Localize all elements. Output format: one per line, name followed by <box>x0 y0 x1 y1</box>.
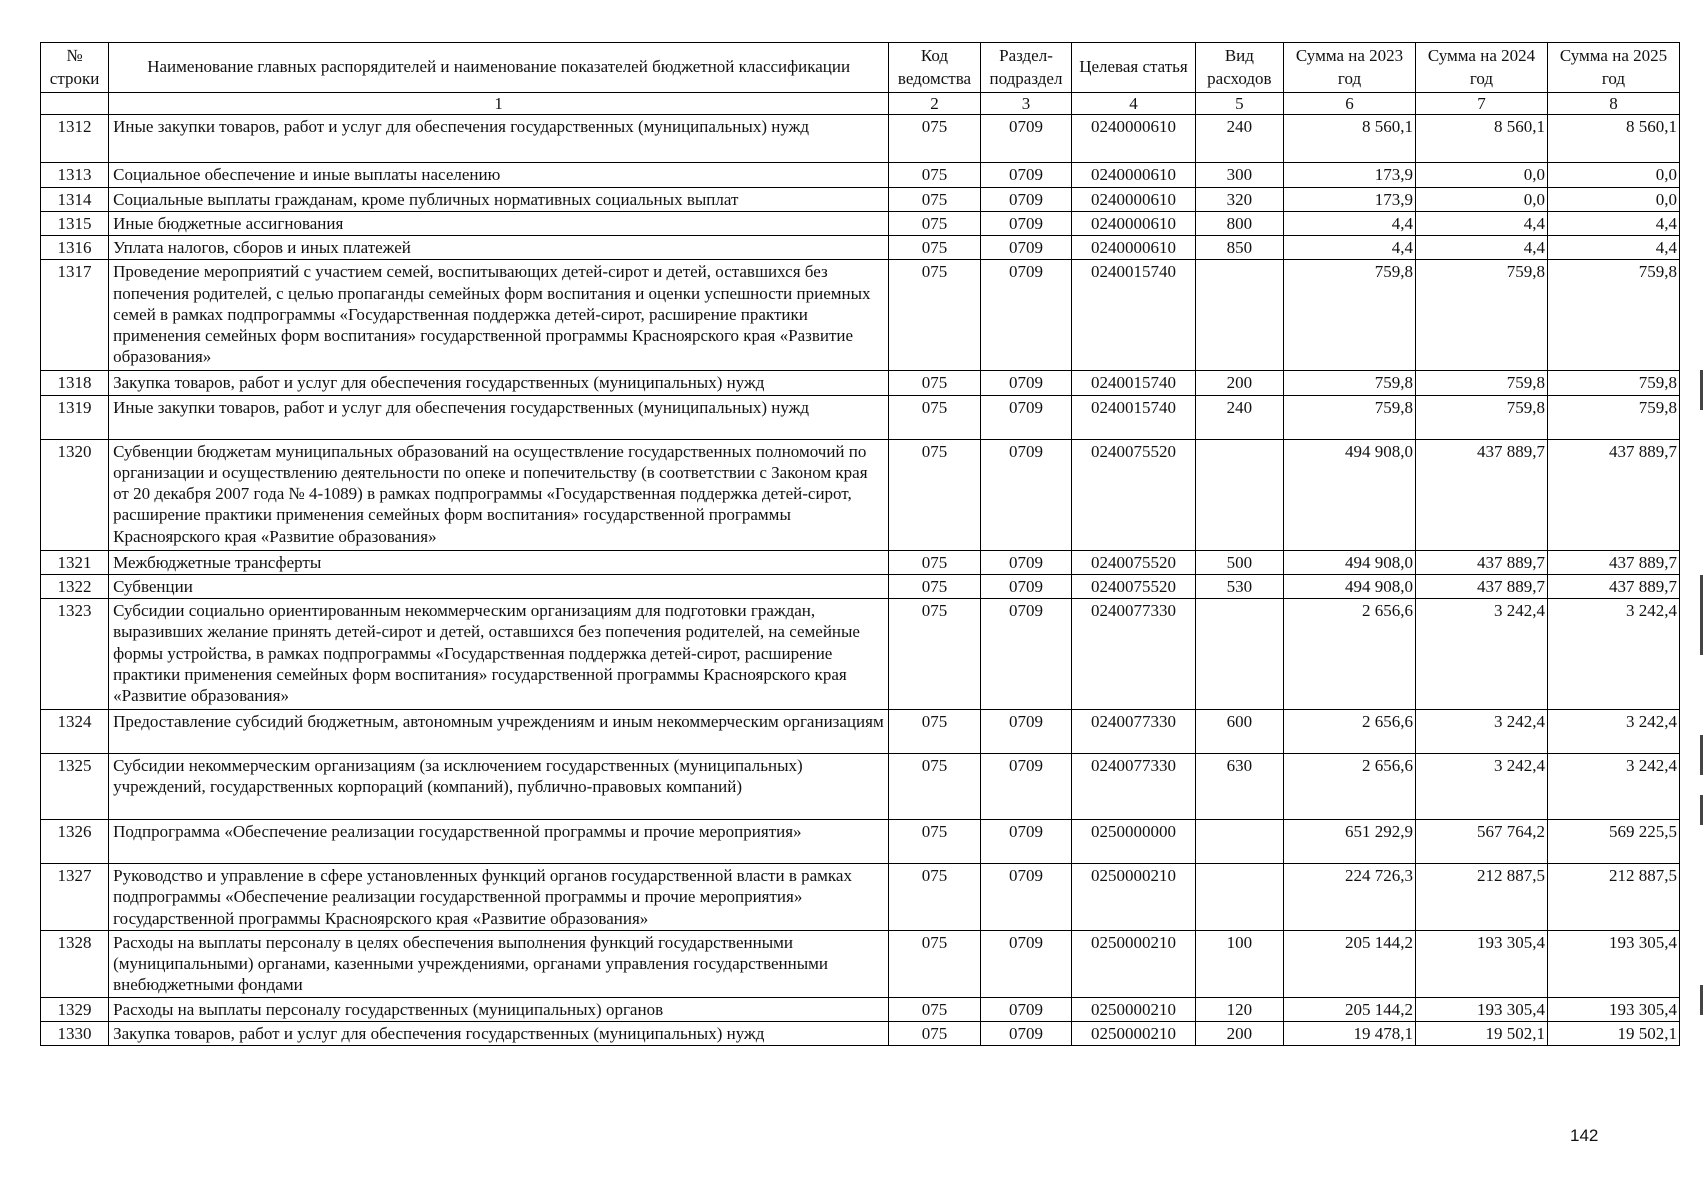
row-name: Руководство и управление в сфере установленных функций органов государственной власти в рамках подпрограммы «Обеспечение реализации государственной программы и прочие мероприятия» государственной программы Красноярского края «Развитие образования» <box>109 864 889 931</box>
row-name: Субвенции <box>109 574 889 598</box>
section-code: 0709 <box>980 395 1072 439</box>
sum-2023: 759,8 <box>1284 260 1416 371</box>
department-code: 075 <box>889 187 981 211</box>
sum-2025: 0,0 <box>1547 163 1679 187</box>
row-name: Иные бюджетные ассигнования <box>109 211 889 235</box>
target-article: 0250000210 <box>1072 864 1195 931</box>
expense-type: 850 <box>1195 236 1283 260</box>
column-number: 3 <box>980 93 1072 115</box>
row-name: Подпрограмма «Обеспечение реализации государственной программы и прочие мероприятия» <box>109 820 889 864</box>
sum-2023: 651 292,9 <box>1284 820 1416 864</box>
sum-2025: 759,8 <box>1547 371 1679 395</box>
expense-type <box>1195 864 1283 931</box>
header-department-code: Код ведомства <box>889 43 981 93</box>
target-article: 0240077330 <box>1072 599 1195 710</box>
row-name: Предоставление субсидий бюджетным, автономным учреждениям и иным некоммерческим организациям <box>109 710 889 754</box>
expense-type: 320 <box>1195 187 1283 211</box>
expense-type: 500 <box>1195 550 1283 574</box>
section-code: 0709 <box>980 599 1072 710</box>
table-row <box>41 395 1680 439</box>
row-number: 1328 <box>41 930 109 997</box>
sum-2023: 19 478,1 <box>1284 1021 1416 1045</box>
row-number: 1325 <box>41 754 109 820</box>
target-article: 0250000210 <box>1072 930 1195 997</box>
scan-edge-mark <box>1700 985 1703 1015</box>
sum-2024: 759,8 <box>1416 371 1548 395</box>
row-number: 1320 <box>41 439 109 550</box>
expense-type <box>1195 260 1283 371</box>
row-name: Иные закупки товаров, работ и услуг для обеспечения государственных (муниципальных) нужд <box>109 115 889 163</box>
row-number: 1317 <box>41 260 109 371</box>
section-code: 0709 <box>980 260 1072 371</box>
table-row <box>41 260 1680 371</box>
department-code: 075 <box>889 550 981 574</box>
sum-2024: 0,0 <box>1416 163 1548 187</box>
column-number: 4 <box>1072 93 1195 115</box>
target-article: 0240075520 <box>1072 550 1195 574</box>
expense-type: 240 <box>1195 115 1283 163</box>
section-code: 0709 <box>980 864 1072 931</box>
sum-2025: 437 889,7 <box>1547 439 1679 550</box>
target-article: 0240000610 <box>1072 211 1195 235</box>
expense-type <box>1195 439 1283 550</box>
sum-2025: 437 889,7 <box>1547 550 1679 574</box>
row-number: 1318 <box>41 371 109 395</box>
table-row <box>41 574 1680 598</box>
row-name: Субвенции бюджетам муниципальных образований на осуществление государственных полномочий по организации и осуществлению деятельности по опеке и попечительству (в соответствии с Законом края от 20 декабря 2007 года № 4-1089) в рамках подпрограммы «Государственная поддержка детей-сирот, расширение практики применения семейных форм воспитания» государственной программы Красноярского края «Развитие образования» <box>109 439 889 550</box>
row-name: Иные закупки товаров, работ и услуг для обеспечения государственных (муниципальных) нужд <box>109 395 889 439</box>
expense-type: 600 <box>1195 710 1283 754</box>
budget-table <box>40 42 1680 1046</box>
sum-2023: 205 144,2 <box>1284 997 1416 1021</box>
target-article: 0240077330 <box>1072 754 1195 820</box>
column-number: 6 <box>1284 93 1416 115</box>
department-code: 075 <box>889 1021 981 1045</box>
row-name: Расходы на выплаты персоналу государственных (муниципальных) органов <box>109 997 889 1021</box>
section-code: 0709 <box>980 187 1072 211</box>
sum-2024: 4,4 <box>1416 236 1548 260</box>
sum-2025: 759,8 <box>1547 260 1679 371</box>
department-code: 075 <box>889 115 981 163</box>
row-name: Закупка товаров, работ и услуг для обеспечения государственных (муниципальных) нужд <box>109 371 889 395</box>
department-code: 075 <box>889 260 981 371</box>
header-section: Раздел-подраздел <box>980 43 1072 93</box>
target-article: 0240000610 <box>1072 115 1195 163</box>
sum-2023: 494 908,0 <box>1284 574 1416 598</box>
table-row <box>41 211 1680 235</box>
department-code: 075 <box>889 371 981 395</box>
sum-2023: 2 656,6 <box>1284 599 1416 710</box>
section-code: 0709 <box>980 754 1072 820</box>
header-target-article: Целевая статья <box>1072 43 1195 93</box>
sum-2024: 3 242,4 <box>1416 710 1548 754</box>
expense-type: 100 <box>1195 930 1283 997</box>
row-number: 1322 <box>41 574 109 598</box>
sum-2025: 437 889,7 <box>1547 574 1679 598</box>
sum-2023: 494 908,0 <box>1284 439 1416 550</box>
sum-2023: 173,9 <box>1284 187 1416 211</box>
sum-2024: 19 502,1 <box>1416 1021 1548 1045</box>
row-name: Субсидии некоммерческим организациям (за исключением государственных (муниципальных) учреждений, государственных корпораций (компаний), публично-правовых компаний) <box>109 754 889 820</box>
table-row <box>41 930 1680 997</box>
section-code: 0709 <box>980 439 1072 550</box>
target-article: 0240075520 <box>1072 439 1195 550</box>
table-row <box>41 115 1680 163</box>
sum-2024: 759,8 <box>1416 260 1548 371</box>
row-number: 1327 <box>41 864 109 931</box>
expense-type: 120 <box>1195 997 1283 1021</box>
sum-2024: 193 305,4 <box>1416 930 1548 997</box>
sum-2023: 494 908,0 <box>1284 550 1416 574</box>
sum-2025: 212 887,5 <box>1547 864 1679 931</box>
section-code: 0709 <box>980 997 1072 1021</box>
department-code: 075 <box>889 599 981 710</box>
column-number: 7 <box>1416 93 1548 115</box>
sum-2025: 19 502,1 <box>1547 1021 1679 1045</box>
department-code: 075 <box>889 997 981 1021</box>
expense-type: 200 <box>1195 1021 1283 1045</box>
target-article: 0240075520 <box>1072 574 1195 598</box>
header-sum-2024: Сумма на 2024 год <box>1416 43 1548 93</box>
section-code: 0709 <box>980 115 1072 163</box>
scan-edge-mark <box>1700 370 1703 410</box>
row-number: 1329 <box>41 997 109 1021</box>
sum-2024: 437 889,7 <box>1416 574 1548 598</box>
sum-2023: 4,4 <box>1284 236 1416 260</box>
column-number: 1 <box>109 93 889 115</box>
table-row <box>41 997 1680 1021</box>
scan-edge-mark <box>1700 795 1703 825</box>
sum-2024: 437 889,7 <box>1416 439 1548 550</box>
expense-type: 800 <box>1195 211 1283 235</box>
table-row <box>41 187 1680 211</box>
header-sum-2025: Сумма на 2025 год <box>1547 43 1679 93</box>
section-code: 0709 <box>980 820 1072 864</box>
header-expense-type: Вид расходов <box>1195 43 1283 93</box>
sum-2024: 193 305,4 <box>1416 997 1548 1021</box>
section-code: 0709 <box>980 710 1072 754</box>
department-code: 075 <box>889 395 981 439</box>
sum-2025: 3 242,4 <box>1547 754 1679 820</box>
row-number: 1319 <box>41 395 109 439</box>
scan-edge-mark <box>1700 735 1703 775</box>
header-name: Наименование главных распорядителей и наименование показателей бюджетной классификации <box>109 43 889 93</box>
sum-2025: 193 305,4 <box>1547 997 1679 1021</box>
target-article: 0240000610 <box>1072 236 1195 260</box>
table-row <box>41 754 1680 820</box>
sum-2025: 4,4 <box>1547 236 1679 260</box>
department-code: 075 <box>889 710 981 754</box>
sum-2024: 567 764,2 <box>1416 820 1548 864</box>
expense-type: 300 <box>1195 163 1283 187</box>
target-article: 0240015740 <box>1072 260 1195 371</box>
table-row <box>41 550 1680 574</box>
sum-2025: 193 305,4 <box>1547 930 1679 997</box>
department-code: 075 <box>889 236 981 260</box>
sum-2025: 569 225,5 <box>1547 820 1679 864</box>
column-number-row <box>41 93 1680 115</box>
sum-2023: 173,9 <box>1284 163 1416 187</box>
row-number: 1314 <box>41 187 109 211</box>
row-number: 1316 <box>41 236 109 260</box>
sum-2024: 759,8 <box>1416 395 1548 439</box>
row-number: 1321 <box>41 550 109 574</box>
sum-2025: 3 242,4 <box>1547 599 1679 710</box>
row-name: Закупка товаров, работ и услуг для обеспечения государственных (муниципальных) нужд <box>109 1021 889 1045</box>
row-number: 1312 <box>41 115 109 163</box>
table-row <box>41 599 1680 710</box>
table-row <box>41 820 1680 864</box>
row-number: 1315 <box>41 211 109 235</box>
expense-type: 240 <box>1195 395 1283 439</box>
department-code: 075 <box>889 864 981 931</box>
header-sum-2023: Сумма на 2023 год <box>1284 43 1416 93</box>
target-article: 0250000210 <box>1072 997 1195 1021</box>
target-article: 0240000610 <box>1072 187 1195 211</box>
sum-2023: 759,8 <box>1284 371 1416 395</box>
table-row <box>41 371 1680 395</box>
table-row <box>41 864 1680 931</box>
sum-2024: 212 887,5 <box>1416 864 1548 931</box>
row-name: Социальное обеспечение и иные выплаты населению <box>109 163 889 187</box>
target-article: 0240077330 <box>1072 710 1195 754</box>
sum-2025: 3 242,4 <box>1547 710 1679 754</box>
sum-2025: 8 560,1 <box>1547 115 1679 163</box>
section-code: 0709 <box>980 1021 1072 1045</box>
row-name: Проведение мероприятий с участием семей, воспитывающих детей-сирот и детей, оставшихся без попечения родителей, с целью пропаганды семейных форм воспитания и оценки успешности приемных семей в рамках подпрограммы «Государственная поддержка детей-сирот, расширение практики применения семейных форм воспитания» государственной программы Красноярского края «Развитие образования» <box>109 260 889 371</box>
section-code: 0709 <box>980 163 1072 187</box>
sum-2024: 0,0 <box>1416 187 1548 211</box>
sum-2023: 759,8 <box>1284 395 1416 439</box>
sum-2024: 437 889,7 <box>1416 550 1548 574</box>
sum-2024: 8 560,1 <box>1416 115 1548 163</box>
expense-type: 200 <box>1195 371 1283 395</box>
table-header-row <box>41 43 1680 93</box>
column-number: 2 <box>889 93 981 115</box>
column-number: 8 <box>1547 93 1679 115</box>
department-code: 075 <box>889 439 981 550</box>
row-name: Социальные выплаты гражданам, кроме публичных нормативных социальных выплат <box>109 187 889 211</box>
section-code: 0709 <box>980 211 1072 235</box>
sum-2023: 224 726,3 <box>1284 864 1416 931</box>
section-code: 0709 <box>980 930 1072 997</box>
department-code: 075 <box>889 754 981 820</box>
row-number: 1324 <box>41 710 109 754</box>
target-article: 0240015740 <box>1072 395 1195 439</box>
section-code: 0709 <box>980 550 1072 574</box>
department-code: 075 <box>889 930 981 997</box>
sum-2023: 2 656,6 <box>1284 754 1416 820</box>
expense-type <box>1195 599 1283 710</box>
scan-edge-mark <box>1700 575 1703 655</box>
header-row-no: № строки <box>41 43 109 93</box>
sum-2024: 3 242,4 <box>1416 599 1548 710</box>
sum-2024: 4,4 <box>1416 211 1548 235</box>
table-row <box>41 163 1680 187</box>
target-article: 0250000210 <box>1072 1021 1195 1045</box>
row-name: Межбюджетные трансферты <box>109 550 889 574</box>
expense-type: 530 <box>1195 574 1283 598</box>
department-code: 075 <box>889 574 981 598</box>
section-code: 0709 <box>980 236 1072 260</box>
row-number: 1313 <box>41 163 109 187</box>
table-row <box>41 1021 1680 1045</box>
row-number: 1330 <box>41 1021 109 1045</box>
sum-2023: 2 656,6 <box>1284 710 1416 754</box>
expense-type <box>1195 820 1283 864</box>
sum-2023: 8 560,1 <box>1284 115 1416 163</box>
department-code: 075 <box>889 211 981 235</box>
sum-2024: 3 242,4 <box>1416 754 1548 820</box>
department-code: 075 <box>889 820 981 864</box>
expense-type: 630 <box>1195 754 1283 820</box>
page-number: 142 <box>1570 1126 1599 1145</box>
target-article: 0240000610 <box>1072 163 1195 187</box>
column-number: 5 <box>1195 93 1283 115</box>
row-number: 1326 <box>41 820 109 864</box>
table-row <box>41 236 1680 260</box>
sum-2025: 0,0 <box>1547 187 1679 211</box>
column-number <box>41 93 109 115</box>
row-number: 1323 <box>41 599 109 710</box>
section-code: 0709 <box>980 574 1072 598</box>
sum-2025: 759,8 <box>1547 395 1679 439</box>
sum-2025: 4,4 <box>1547 211 1679 235</box>
target-article: 0240015740 <box>1072 371 1195 395</box>
sum-2023: 4,4 <box>1284 211 1416 235</box>
sum-2023: 205 144,2 <box>1284 930 1416 997</box>
section-code: 0709 <box>980 371 1072 395</box>
target-article: 0250000000 <box>1072 820 1195 864</box>
table-row <box>41 710 1680 754</box>
table-row <box>41 439 1680 550</box>
row-name: Субсидии социально ориентированным некоммерческим организациям для подготовки граждан, выразивших желание принять детей-сирот и детей, оставшихся без попечения родителей, на семейные формы устройства, в рамках подпрограммы «Государственная поддержка детей-сирот, расширение практики применения семейных форм воспитания» государственной программы Красноярского края «Развитие образования» <box>109 599 889 710</box>
row-name: Уплата налогов, сборов и иных платежей <box>109 236 889 260</box>
row-name: Расходы на выплаты персоналу в целях обеспечения выполнения функций государственными (муниципальными) органами, казенными учреждениями, органами управления государственными внебюджетными фондами <box>109 930 889 997</box>
department-code: 075 <box>889 163 981 187</box>
